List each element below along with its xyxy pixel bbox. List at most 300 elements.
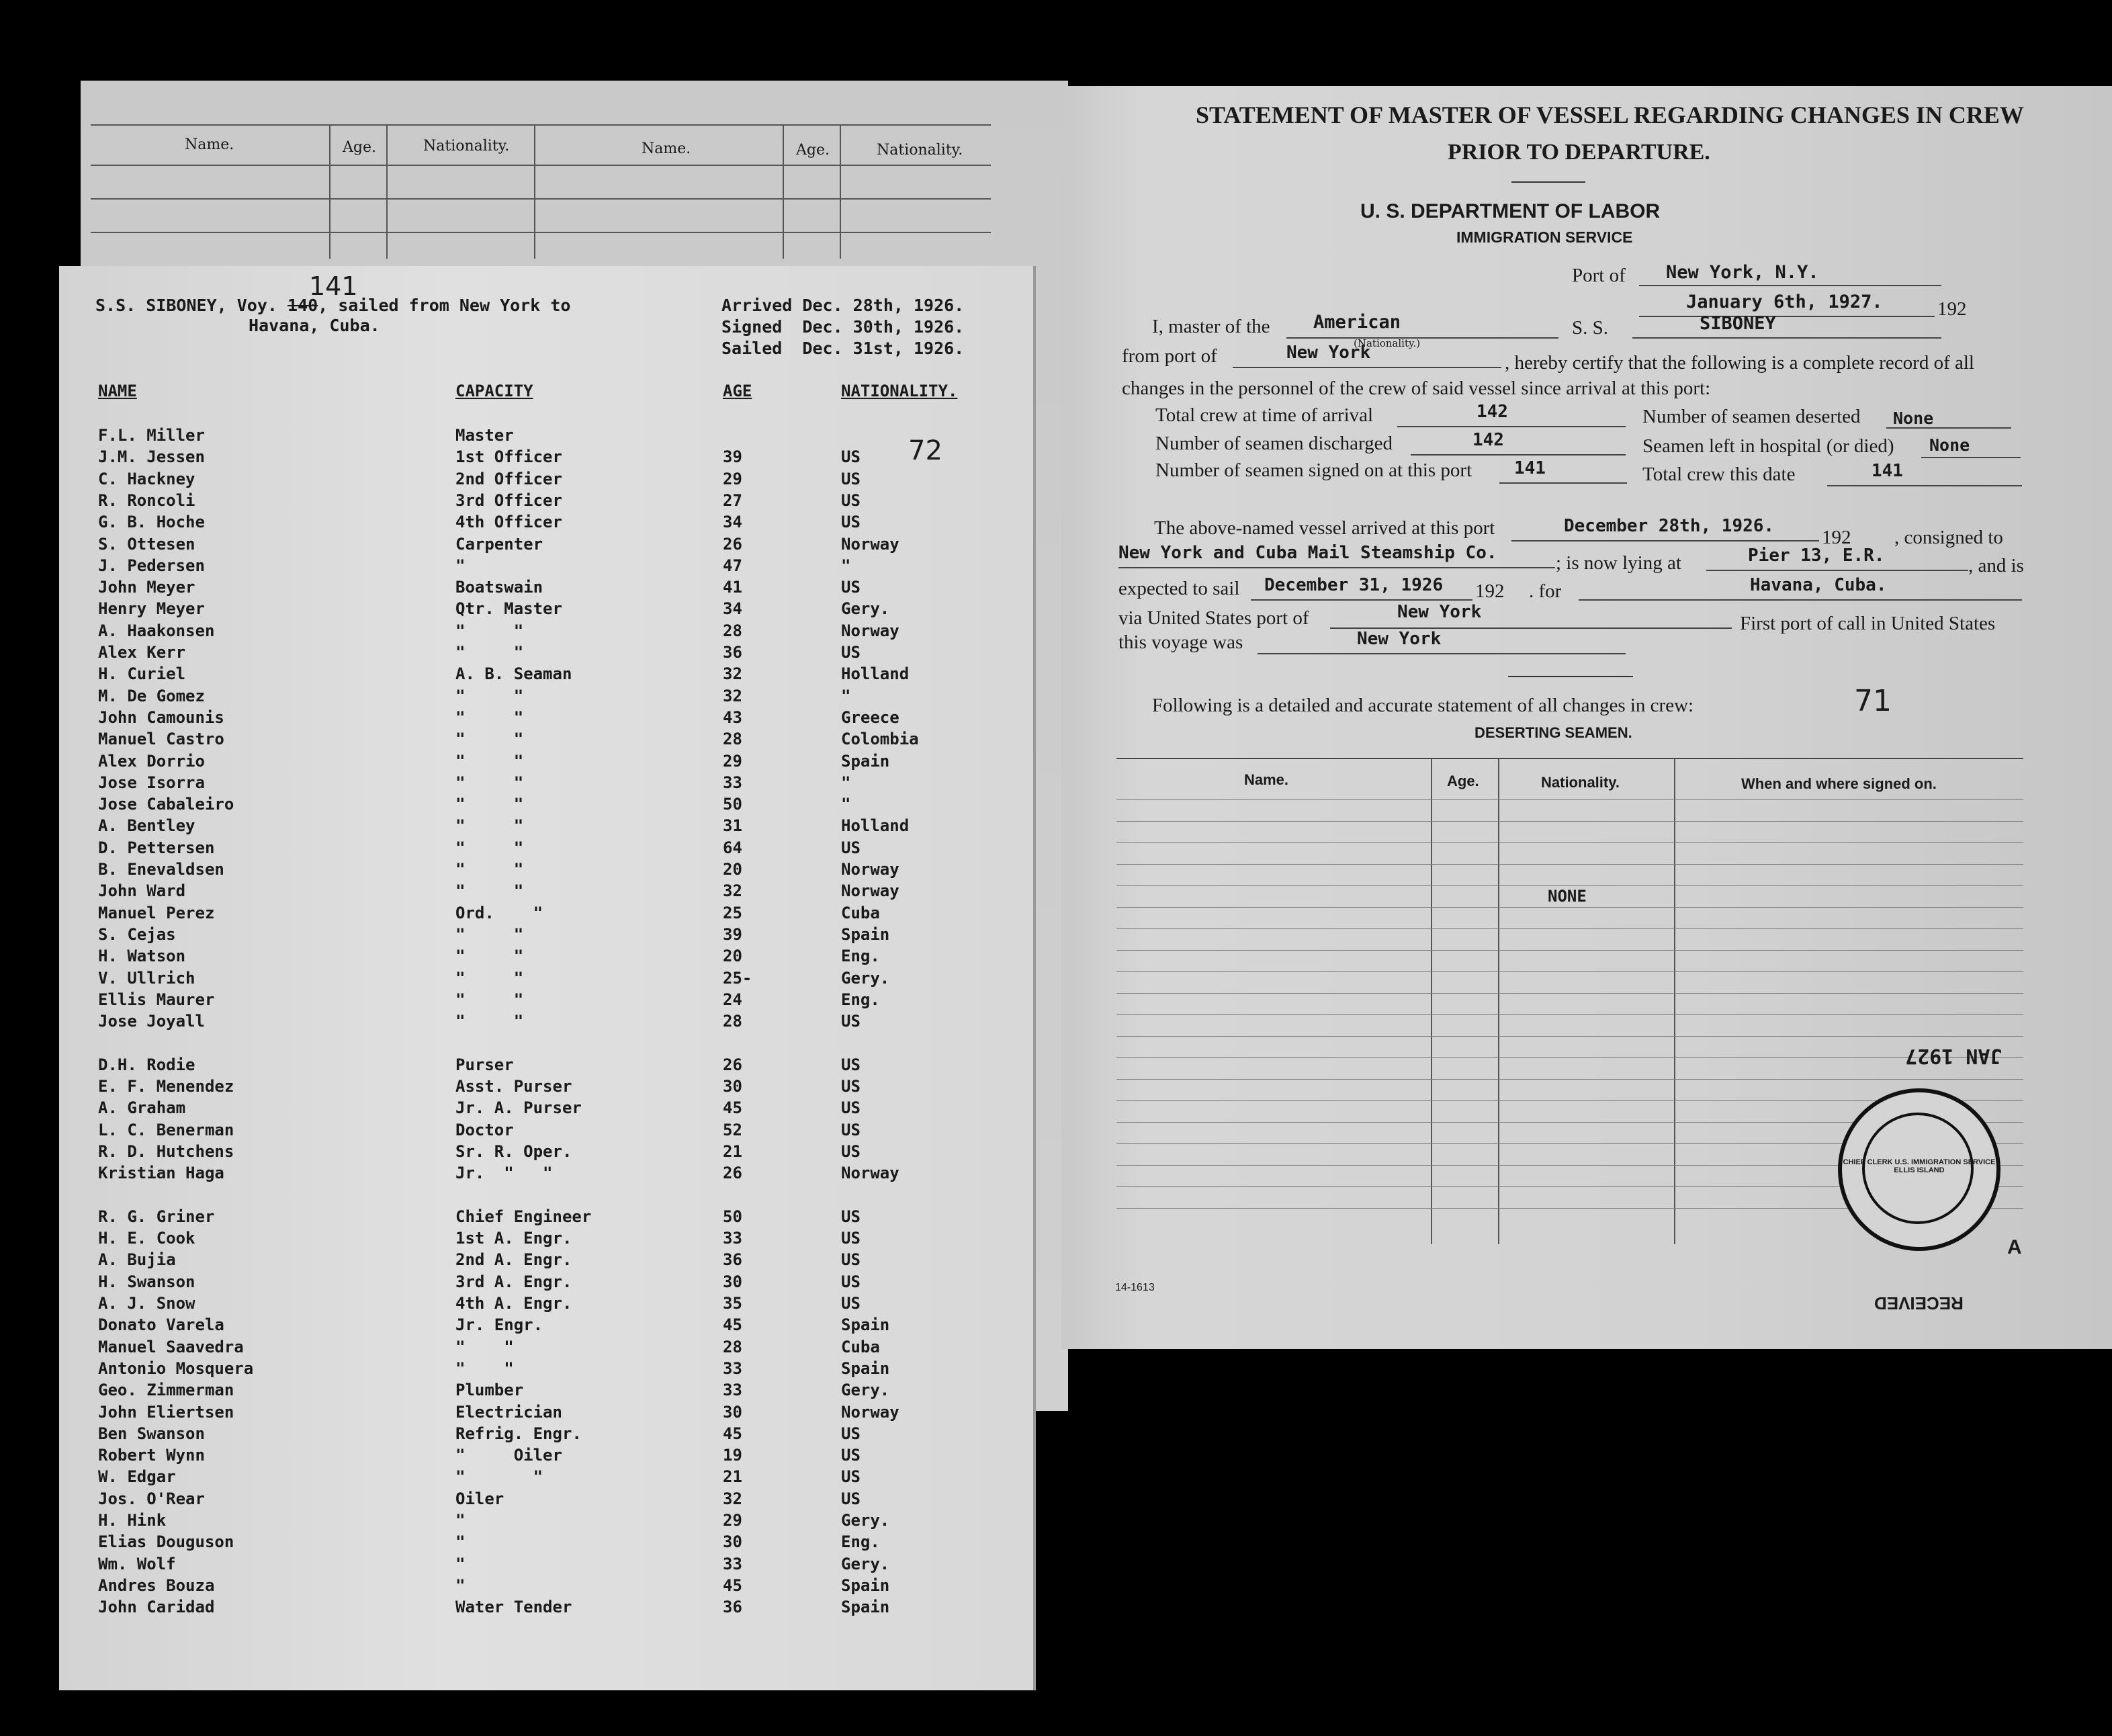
- port-field: [1639, 262, 1941, 286]
- voyage-label: this voyage was: [1118, 632, 1243, 653]
- table-rule-line: [1116, 950, 2023, 951]
- nationality-field: [1286, 312, 1558, 339]
- lying-label: ; is now lying at: [1556, 552, 1681, 574]
- ship-field: [1632, 313, 1941, 339]
- total-arrival-label: Total crew at time of arrival: [1155, 404, 1374, 426]
- crew-name: H. Hink: [98, 1511, 167, 1530]
- crew-capacity: " ": [455, 968, 524, 988]
- crew-age: 32: [723, 664, 742, 684]
- destination-value: Havana, Cuba.: [1750, 575, 1887, 595]
- table-rule-line: [1116, 1014, 2023, 1015]
- crew-capacity: Carpenter: [455, 534, 543, 554]
- changes-text: changes in the personnel of the crew of said vessel since arrival at this port:: [1122, 378, 1711, 399]
- crew-age: 29: [723, 751, 742, 771]
- table-rule-line: [1116, 971, 2023, 972]
- crew-age: 64: [723, 838, 742, 857]
- crew-age: 29: [723, 469, 742, 488]
- crew-capacity: 4th Officer: [455, 513, 562, 532]
- crew-capacity: " ": [455, 707, 524, 727]
- crew-capacity: Chief Engineer: [455, 1207, 592, 1226]
- table-rule-line: [1116, 864, 2023, 865]
- crew-name: Alex Dorrio: [98, 751, 205, 771]
- crew-name: R. G. Griner: [98, 1207, 215, 1226]
- crew-name: J. Pedersen: [98, 556, 205, 575]
- crew-nationality: Norway: [841, 1402, 899, 1422]
- crew-age: 28: [723, 730, 742, 749]
- destination-field: [1579, 575, 2022, 601]
- crew-nationality: Gery.: [841, 968, 890, 988]
- crew-name: Wm. Wolf: [98, 1554, 176, 1573]
- crew-capacity: Jr. " ": [455, 1164, 553, 1183]
- back-header-age-1: Age.: [343, 139, 376, 156]
- signed-on-field: [1499, 458, 1627, 484]
- crew-capacity: 2nd Officer: [455, 469, 562, 488]
- crew-nationality: Eng.: [841, 990, 880, 1009]
- port-label: Port of: [1572, 265, 1626, 286]
- nationality-value: American: [1313, 312, 1401, 333]
- following-text: Following is a detailed and accurate statement of all changes in crew:: [1152, 695, 1694, 716]
- crew-nationality: Colombia: [841, 730, 919, 749]
- margin-letter: A: [2007, 1236, 2022, 1258]
- crew-name: L. C. Benerman: [98, 1120, 234, 1139]
- pier-value: Pier 13, E.R.: [1748, 546, 1885, 566]
- crew-capacity: " ": [455, 621, 524, 640]
- crew-name: W. Edgar: [98, 1467, 176, 1487]
- crew-name: S. Cejas: [98, 924, 176, 944]
- crew-capacity: ": [455, 1575, 466, 1595]
- handwritten-note: 72: [908, 435, 942, 466]
- crew-capacity: " ": [455, 1337, 514, 1356]
- crew-capacity: Ord. ": [455, 903, 543, 922]
- crew-age: 35: [723, 1294, 742, 1313]
- consigned-label: , consigned to: [1894, 527, 2003, 548]
- deserting-col-signed-on: When and where signed on.: [1741, 775, 1937, 792]
- crew-nationality: US: [841, 1467, 861, 1487]
- crew-nationality: Norway: [841, 881, 899, 901]
- crew-capacity: ": [455, 1511, 466, 1530]
- crew-age: 26: [723, 1055, 742, 1074]
- crew-nationality: US: [841, 1446, 861, 1465]
- crew-capacity: 2nd A. Engr.: [455, 1250, 572, 1270]
- crew-nationality: US: [841, 447, 861, 467]
- crew-nationality: Eng.: [841, 947, 880, 966]
- crew-capacity: " ": [455, 1358, 514, 1378]
- crew-age: 26: [723, 534, 742, 554]
- date-field: [1639, 292, 1935, 317]
- crew-capacity: " ": [455, 751, 524, 771]
- crew-age: 45: [723, 1315, 742, 1335]
- crew-name: G. B. Hoche: [98, 513, 205, 532]
- crew-nationality: Greece: [841, 707, 899, 727]
- arrived-field: [1511, 516, 1819, 541]
- crew-capacity: 3rd A. Engr.: [455, 1272, 572, 1291]
- crew-nationality: Norway: [841, 860, 899, 879]
- crew-name: Jos. O'Rear: [98, 1489, 205, 1508]
- deserting-col-age: Age.: [1447, 773, 1479, 789]
- crew-name: Ben Swanson: [98, 1424, 205, 1443]
- crew-age: 28: [723, 621, 742, 640]
- crew-age: 19: [723, 1446, 742, 1465]
- via-label: via United States port of: [1118, 607, 1309, 629]
- crew-name: John Meyer: [98, 578, 195, 597]
- crew-age: 33: [723, 1381, 742, 1400]
- crew-name: John Ward: [98, 881, 186, 901]
- crew-capacity: Qtr. Master: [455, 599, 562, 619]
- crew-capacity: " ": [455, 947, 524, 966]
- received-stamp-text: RECEIVED: [1874, 1293, 1964, 1313]
- crew-nationality: Gery.: [841, 1511, 890, 1530]
- crew-name: V. Ullrich: [98, 968, 195, 988]
- crew-nationality: Spain: [841, 1575, 890, 1595]
- crew-age: 50: [723, 795, 742, 814]
- crew-age: 30: [723, 1077, 742, 1096]
- table-rule-line: [1116, 885, 2023, 886]
- crew-age: 29: [723, 1511, 742, 1530]
- crew-nationality: Spain: [841, 1315, 890, 1335]
- crew-nationality: US: [841, 1424, 861, 1443]
- crew-age: 32: [723, 1489, 742, 1508]
- crew-capacity: " ": [455, 643, 524, 662]
- crew-nationality: Norway: [841, 534, 899, 554]
- crew-heading-suffix: , sailed from New York to: [318, 296, 571, 315]
- via-field: [1330, 602, 1732, 629]
- crew-name: A. Graham: [98, 1098, 186, 1118]
- sail-year-suffix: 192: [1475, 580, 1505, 602]
- crew-nationality: ": [841, 556, 851, 575]
- signed-on-label: Number of seamen signed on at this port: [1155, 460, 1472, 481]
- section-rule: [1508, 676, 1633, 677]
- crew-age: 33: [723, 773, 742, 792]
- crew-capacity: " ": [455, 1012, 524, 1031]
- crew-capacity: Oiler: [455, 1489, 504, 1508]
- crew-nationality: Spain: [841, 1598, 890, 1617]
- crew-age: 32: [723, 686, 742, 705]
- crew-name: A. Bujia: [98, 1250, 176, 1270]
- crew-nationality: US: [841, 1207, 861, 1226]
- arrived-value: December 28th, 1926.: [1564, 516, 1775, 536]
- crew-age: 45: [723, 1098, 742, 1118]
- crew-age: 33: [723, 1358, 742, 1378]
- table-rule-line: [1116, 907, 2023, 908]
- crew-nationality: US: [841, 1012, 861, 1031]
- col-name: NAME: [98, 382, 137, 400]
- crew-nationality: Holland: [841, 816, 910, 836]
- crew-nationality: US: [841, 578, 861, 597]
- discharged-value: 142: [1472, 430, 1504, 450]
- crew-capacity: ": [455, 1554, 466, 1573]
- crew-name: Henry Meyer: [98, 599, 205, 619]
- crew-age: 41: [723, 578, 742, 597]
- crew-name: R. D. Hutchens: [98, 1141, 234, 1161]
- crew-capacity: 4th A. Engr.: [455, 1294, 572, 1313]
- crew-name: Ellis Maurer: [98, 990, 215, 1009]
- crew-name: H. Watson: [98, 947, 186, 966]
- crew-capacity: Sr. R. Oper.: [455, 1141, 572, 1161]
- total-date-field: [1827, 461, 2022, 486]
- crew-capacity: " ": [455, 860, 524, 879]
- col-age: AGE: [723, 382, 752, 400]
- crew-name: H. E. Cook: [98, 1229, 195, 1248]
- crew-capacity: Purser: [455, 1055, 514, 1074]
- crew-nationality: Norway: [841, 621, 899, 640]
- crew-capacity: 3rd Officer: [455, 490, 562, 510]
- crew-age: 30: [723, 1272, 742, 1291]
- table-rule-line: [1116, 1079, 2023, 1080]
- date-value: January 6th, 1927.: [1686, 292, 1883, 312]
- crew-age: 33: [723, 1554, 742, 1573]
- crew-name: E. F. Menendez: [98, 1077, 234, 1096]
- crew-age: 34: [723, 513, 742, 532]
- crew-age: 45: [723, 1575, 742, 1595]
- ellis-island-stamp: [1838, 1088, 2000, 1251]
- crew-name: John Camounis: [98, 707, 224, 727]
- crew-nationality: US: [841, 1489, 861, 1508]
- handwritten-count: 71: [1854, 684, 1892, 718]
- crew-nationality: ": [841, 773, 851, 792]
- back-header-age-2: Age.: [796, 142, 830, 159]
- crew-name: Manuel Saavedra: [98, 1337, 244, 1356]
- crew-age: 21: [723, 1141, 742, 1161]
- crew-name: M. De Gomez: [98, 686, 205, 705]
- for-label: . for: [1529, 580, 1562, 602]
- back-header-nationality-1: Nationality.: [423, 138, 510, 155]
- crew-age: 31: [723, 816, 742, 836]
- crew-name: Andres Bouza: [98, 1575, 215, 1595]
- back-header-nationality-2: Nationality.: [877, 142, 963, 159]
- service-name: IMMIGRATION SERVICE: [1456, 228, 1633, 246]
- date-year-suffix: 192: [1937, 298, 1967, 320]
- department-name: U. S. DEPARTMENT OF LABOR: [1360, 200, 1661, 222]
- nationality-hint: (Nationality.): [1354, 337, 1421, 349]
- crew-name: Geo. Zimmerman: [98, 1381, 234, 1400]
- from-port-field: [1233, 337, 1501, 368]
- crew-age: 36: [723, 1598, 742, 1617]
- crew-name: A. Haakonsen: [98, 621, 215, 640]
- crew-nationality: US: [841, 1055, 861, 1074]
- crew-capacity: Electrician: [455, 1402, 562, 1422]
- crew-age: 30: [723, 1402, 742, 1422]
- crew-nationality: US: [841, 1250, 861, 1270]
- total-date-label: Total crew this date: [1642, 464, 1796, 485]
- deserting-col-nationality: Nationality.: [1541, 774, 1620, 791]
- stamp-date: JAN 1927: [1905, 1044, 2003, 1068]
- deserted-label: Number of seamen deserted: [1642, 406, 1861, 427]
- crew-name: Alex Kerr: [98, 643, 186, 662]
- crew-age: 32: [723, 881, 742, 901]
- signed-date: Signed Dec. 30th, 1926.: [721, 317, 965, 337]
- crew-nationality: Cuba: [841, 1337, 880, 1356]
- deserting-none-note: NONE: [1548, 887, 1587, 906]
- crew-name: A. Bentley: [98, 816, 195, 836]
- crew-name: Antonio Mosquera: [98, 1358, 254, 1378]
- statement-title-line2: PRIOR TO DEPARTURE.: [1448, 140, 1710, 165]
- crew-nationality: Cuba: [841, 903, 880, 922]
- crew-capacity: 1st Officer: [455, 447, 562, 467]
- back-header-name-2: Name.: [642, 140, 691, 157]
- crew-age: 36: [723, 643, 742, 662]
- crew-name: B. Enevaldsen: [98, 860, 224, 879]
- crew-capacity: Plumber: [455, 1381, 524, 1400]
- crew-nationality: Eng.: [841, 1532, 880, 1552]
- consignee-field: [1118, 543, 1555, 568]
- from-port-value: New York: [1286, 343, 1371, 363]
- crew-name: Elias Douguson: [98, 1532, 234, 1552]
- crew-capacity: " ": [455, 795, 524, 814]
- crew-capacity: Boatswain: [455, 578, 543, 597]
- crew-nationality: US: [841, 1294, 861, 1313]
- total-arrival-value: 142: [1477, 402, 1508, 422]
- crew-age: 39: [723, 924, 742, 944]
- pier-field: [1706, 548, 1968, 571]
- crew-name: J.M. Jessen: [98, 447, 205, 467]
- crew-capacity: " ": [455, 730, 524, 749]
- crew-age: 47: [723, 556, 742, 575]
- crew-capacity: Jr. Engr.: [455, 1315, 543, 1335]
- crew-age: 25-: [723, 968, 752, 988]
- crew-nationality: Gery.: [841, 1554, 890, 1573]
- table-rule-line: [1116, 799, 2023, 800]
- crew-age: 28: [723, 1337, 742, 1356]
- crew-nationality: US: [841, 469, 861, 488]
- crew-name: Jose Joyall: [98, 1012, 205, 1031]
- table-rule-line: [1116, 1057, 2023, 1058]
- crew-name: R. Roncoli: [98, 490, 195, 510]
- crew-capacity: ": [455, 1532, 466, 1552]
- crew-age: 36: [723, 1250, 742, 1270]
- crew-nationality: ": [841, 795, 851, 814]
- crew-nationality: Norway: [841, 1164, 899, 1183]
- table-rule-line: [1116, 928, 2023, 929]
- crew-heading-line2: Havana, Cuba.: [249, 316, 380, 335]
- crew-age: 43: [723, 707, 742, 727]
- crew-name: John Caridad: [98, 1598, 215, 1617]
- port-value: New York, N.Y.: [1666, 262, 1819, 283]
- crew-name: John Eliertsen: [98, 1402, 234, 1422]
- crew-nationality: Gery.: [841, 599, 890, 619]
- statement-title-line1: STATEMENT OF MASTER OF VESSEL REGARDING CHANGES IN CREW: [1196, 101, 2024, 128]
- crew-name: Jose Cabaleiro: [98, 795, 234, 814]
- crew-capacity: A. B. Seaman: [455, 664, 572, 684]
- discharged-label: Number of seamen discharged: [1155, 433, 1393, 454]
- crew-name: Manuel Castro: [98, 730, 224, 749]
- crew-capacity: " ": [455, 881, 524, 901]
- punch-hole: [2049, 64, 2070, 85]
- hospital-value: None: [1929, 435, 1970, 455]
- crew-capacity: " ": [455, 686, 524, 705]
- crew-nationality: Spain: [841, 1358, 890, 1378]
- expected-label: expected to sail: [1118, 578, 1240, 599]
- crew-name: D. Pettersen: [98, 838, 215, 857]
- crew-capacity: " ": [455, 838, 524, 857]
- crew-age: 52: [723, 1120, 742, 1139]
- hospital-label: Seamen left in hospital (or died): [1642, 435, 1894, 457]
- total-date-value: 141: [1872, 461, 1903, 481]
- crew-name: H. Swanson: [98, 1272, 195, 1291]
- table-rule-line: [1116, 993, 2023, 994]
- crew-age: 24: [723, 990, 742, 1009]
- arrived-date: Arrived Dec. 28th, 1926.: [721, 296, 965, 315]
- ship-value: SIBONEY: [1700, 313, 1776, 334]
- crew-capacity: " ": [455, 990, 524, 1009]
- crew-capacity: Jr. A. Purser: [455, 1098, 582, 1118]
- table-rule-line: [1116, 821, 2023, 822]
- voyage-field: [1258, 629, 1626, 654]
- deserting-col-name: Name.: [1244, 771, 1289, 788]
- and-is-text: , and is: [1968, 555, 2024, 576]
- crew-capacity: Water Tender: [455, 1598, 572, 1617]
- crew-capacity: " ": [455, 924, 524, 944]
- crew-capacity: " ": [455, 1467, 543, 1487]
- crew-name: H. Curiel: [98, 664, 186, 684]
- arrived-year-suffix: 192: [1822, 527, 1851, 548]
- crew-nationality: US: [841, 1141, 861, 1161]
- crew-nationality: ": [841, 686, 851, 705]
- crew-capacity: Doctor: [455, 1120, 514, 1139]
- voyage-value: New York: [1357, 629, 1442, 649]
- crew-name: F.L. Miller: [98, 426, 205, 445]
- deserted-value: None: [1893, 408, 1934, 428]
- crew-name: Donato Varela: [98, 1315, 224, 1335]
- crew-nationality: Spain: [841, 751, 890, 771]
- crew-age: 34: [723, 599, 742, 619]
- crew-age: 28: [723, 1012, 742, 1031]
- crew-age: 20: [723, 947, 742, 966]
- col-capacity: CAPACITY: [455, 382, 533, 400]
- back-header-name-1: Name.: [185, 136, 234, 153]
- crew-name: Kristian Haga: [98, 1164, 224, 1183]
- crew-nationality: US: [841, 838, 861, 857]
- col-nationality: NATIONALITY.: [841, 382, 958, 400]
- sail-date-field: [1251, 575, 1472, 601]
- crew-capacity: " ": [455, 816, 524, 836]
- crew-nationality: US: [841, 1229, 861, 1248]
- sailed-date: Sailed Dec. 31st, 1926.: [721, 339, 965, 358]
- crew-name: D.H. Rodie: [98, 1055, 195, 1074]
- crew-age: 20: [723, 860, 742, 879]
- crew-name: S. Ottesen: [98, 534, 195, 554]
- sail-date-value: December 31, 1926: [1264, 575, 1444, 595]
- first-port-label: First port of call in United States: [1740, 613, 1996, 634]
- crew-nationality: US: [841, 643, 861, 662]
- signed-on-value: 141: [1514, 458, 1546, 478]
- crew-name: C. Hackney: [98, 469, 195, 488]
- form-number: 14-1613: [1115, 1282, 1155, 1293]
- discharged-field: [1411, 430, 1626, 455]
- crew-name: Jose Isorra: [98, 773, 205, 792]
- deserted-field: [1886, 406, 2011, 429]
- master-label: I, master of the: [1152, 316, 1270, 337]
- crew-capacity: Master: [455, 426, 514, 445]
- crew-name: Robert Wynn: [98, 1446, 205, 1465]
- crew-age: 21: [723, 1467, 742, 1487]
- crew-age: 30: [723, 1532, 742, 1552]
- arrived-label: The above-named vessel arrived at this port: [1154, 517, 1495, 539]
- crew-age: 50: [723, 1207, 742, 1226]
- crew-nationality: US: [841, 1272, 861, 1291]
- crew-capacity: 1st A. Engr.: [455, 1229, 572, 1248]
- crew-nationality: US: [841, 513, 861, 532]
- crew-capacity: ": [455, 556, 466, 575]
- title-rule: [1511, 181, 1585, 183]
- crew-name: Manuel Perez: [98, 903, 215, 922]
- crew-capacity: " Oiler: [455, 1446, 562, 1465]
- crew-capacity: Refrig. Engr.: [455, 1424, 582, 1443]
- crew-age: 27: [723, 490, 742, 510]
- crew-nationality: US: [841, 490, 861, 510]
- table-rule-line: [1116, 842, 2023, 843]
- total-arrival-field: [1397, 404, 1626, 427]
- crew-nationality: US: [841, 1077, 861, 1096]
